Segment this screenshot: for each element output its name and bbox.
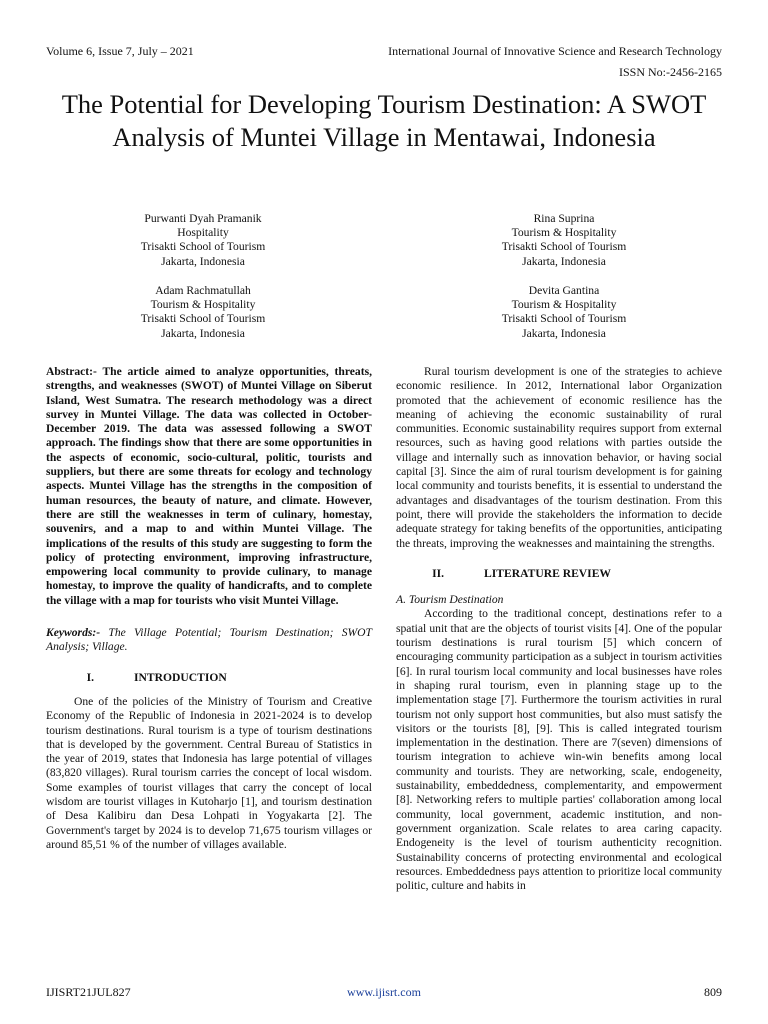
- section-title: LITERATURE REVIEW: [484, 566, 612, 580]
- page-number: 809: [704, 985, 722, 999]
- author-city: Jakarta, Indonesia: [522, 326, 606, 340]
- author-school: Trisakti School of Tourism: [501, 312, 627, 326]
- author-dept: Hospitality: [177, 226, 229, 240]
- author-dept: Tourism & Hospitality: [511, 226, 617, 240]
- author-school: Trisakti School of Tourism: [140, 240, 266, 254]
- subsection-heading: A. Tourism Destination: [396, 593, 504, 607]
- paper-id: IJISRT21JUL827: [46, 985, 131, 999]
- author-name: Rina Suprina: [533, 212, 595, 225]
- author-name: Adam Rachmatullah: [155, 284, 251, 297]
- left-column: [46, 365, 372, 852]
- right-column: [396, 365, 722, 893]
- author-city: Jakarta, Indonesia: [522, 254, 606, 268]
- section-title: INTRODUCTION: [134, 670, 227, 684]
- author-dept: Tourism & Hospitality: [511, 298, 617, 312]
- author-school: Trisakti School of Tourism: [501, 240, 627, 254]
- rural-tourism-paragraph: Rural tourism development is one of the strategies to achieve economic resilience. In 2012, International labor Organization promoted that the achievement of economic resilience has the meaning of achieving the economic sustainability of rural communities. Economic sustainability requires support from external resources, such as having good relations with parties outside the village and internally such as innovation behavior, or having social capital [3]. Since the aim of rural tourism development is for gaining local community and tourists benefits, it is essential to understand the advantages and disadvantages of the tourism destination. From this point, there will provide the stakeholders the information to decide adequate strategy for taking benefits of the opportunities, anticipating the threats, improving the weaknesses and maintaining the strengths.: [396, 365, 722, 550]
- author-dept: Tourism & Hospitality: [150, 298, 256, 312]
- journal-website-link[interactable]: www.ijisrt.com: [347, 985, 421, 999]
- section-number: II.: [432, 566, 444, 580]
- author-name: Purwanti Dyah Pramanik: [144, 212, 262, 225]
- paper-title: The Potential for Developing Tourism Destination: A SWOT Analysis of Muntei Village in Mentawai, Indonesia: [61, 89, 707, 153]
- author-card: [444, 212, 684, 269]
- section-heading-introduction: [46, 671, 372, 685]
- author-city: Jakarta, Indonesia: [161, 326, 245, 340]
- journal-name: International Journal of Innovative Science and Research Technology: [388, 44, 722, 58]
- author-card: [83, 212, 323, 269]
- author-city: Jakarta, Indonesia: [161, 254, 245, 268]
- section-number: I.: [86, 670, 94, 684]
- keywords-label: Keywords:-: [46, 626, 101, 640]
- introduction-paragraph: One of the policies of the Ministry of Tourism and Creative Economy of the Republic of Indonesia in 2021-2024 is to develop tourism destinations. Rural tourism is a type of tourism destinations that is developed by the government. Central Bureau of Statistics in the year of 2019, states that Indonesia has large potential of villages (83,820 villages). Rural tourism carries the concept of local wisdom. Some examples of tourist villages that carry the concept of local wisdom are tourist villages in Kutoharjo [1], and tourism destination of Desa Kalibiru dan Desa Lohpati in Yogyakarta [2]. The Government's target by 2024 is to develop 71,675 tourism villages or around 85,51 % of the number of villages available.: [46, 694, 372, 851]
- keywords-text: The Village Potential; Tourism Destination; SWOT Analysis; Village.: [46, 626, 372, 654]
- author-card: [83, 284, 323, 341]
- tourism-destination-paragraph: According to the traditional concept, destinations refer to a spatial unit that are the objects of tourist visits [4]. One of the popular tourism destinations is rural tourism [5] which concern of encouraging community participation as a subject in tourism activities [6]. In rural tourism local community and local businesses have roles in shaping rural tourism, even in planning stage up to the implementation stage [7]. Furthermore the tourism activities in rural tourism not only support host communities, but also must satisfy the visitors or the tourists [8], [9]. This is called integrated tourism implementation in the destination. There are 7(seven) dimensions of tourism integration to achieve win-win benefits among local community and tourists. They are networking, scale, endogeneity, sustainability, embeddedness, complementarity, and empowerment [8]. Networking refers to multiple parties' collaboration among local community, local government, academic institution, and non-government organization. Scale relates to area caring capacity. Endogeneity is the level of tourism authenticity recognition. Sustainability concerns of protecting environmental and ecological resources. Embeddedness pays attention to prioritize local community politic, culture and habits in: [396, 607, 722, 893]
- journal-volume: Volume 6, Issue 7, July – 2021: [46, 44, 194, 58]
- journal-issn: ISSN No:-2456-2165: [618, 65, 722, 79]
- keywords: [46, 626, 372, 655]
- author-card: [444, 284, 684, 341]
- author-school: Trisakti School of Tourism: [140, 312, 266, 326]
- section-heading-literature-review: [396, 567, 722, 581]
- author-name: Devita Gantina: [528, 284, 600, 297]
- abstract: Abstract:- The article aimed to analyze opportunities, threats, strengths, and weaknesses (SWOT) of Muntei Village on Siberut Island, West Sumatra. The research methodology was a direct survey in Muntei Village. The data was collected in October-December 2019. The data was assessed following a SWOT approach. The findings show that there are some opportunities in the aspects of economic, socio-cultural, politic, tourists and suppliers, but there are some threats for ecology and technology aspects. Muntei Village has the strengths in the composition of human resources, the beauty of nature, and climate. However, there are still the weaknesses in term of culinary, homestay, souvenirs, and a map to and within Muntei Village. The implications of the results of this study are suggesting to form the policy of protecting environment, improving infrastructure, empowering local community to provide culinary, to manage homestay, to improve the quality of handicrafts, and to complete the village with a map for tourists who visit Muntei Village.: [46, 365, 372, 607]
